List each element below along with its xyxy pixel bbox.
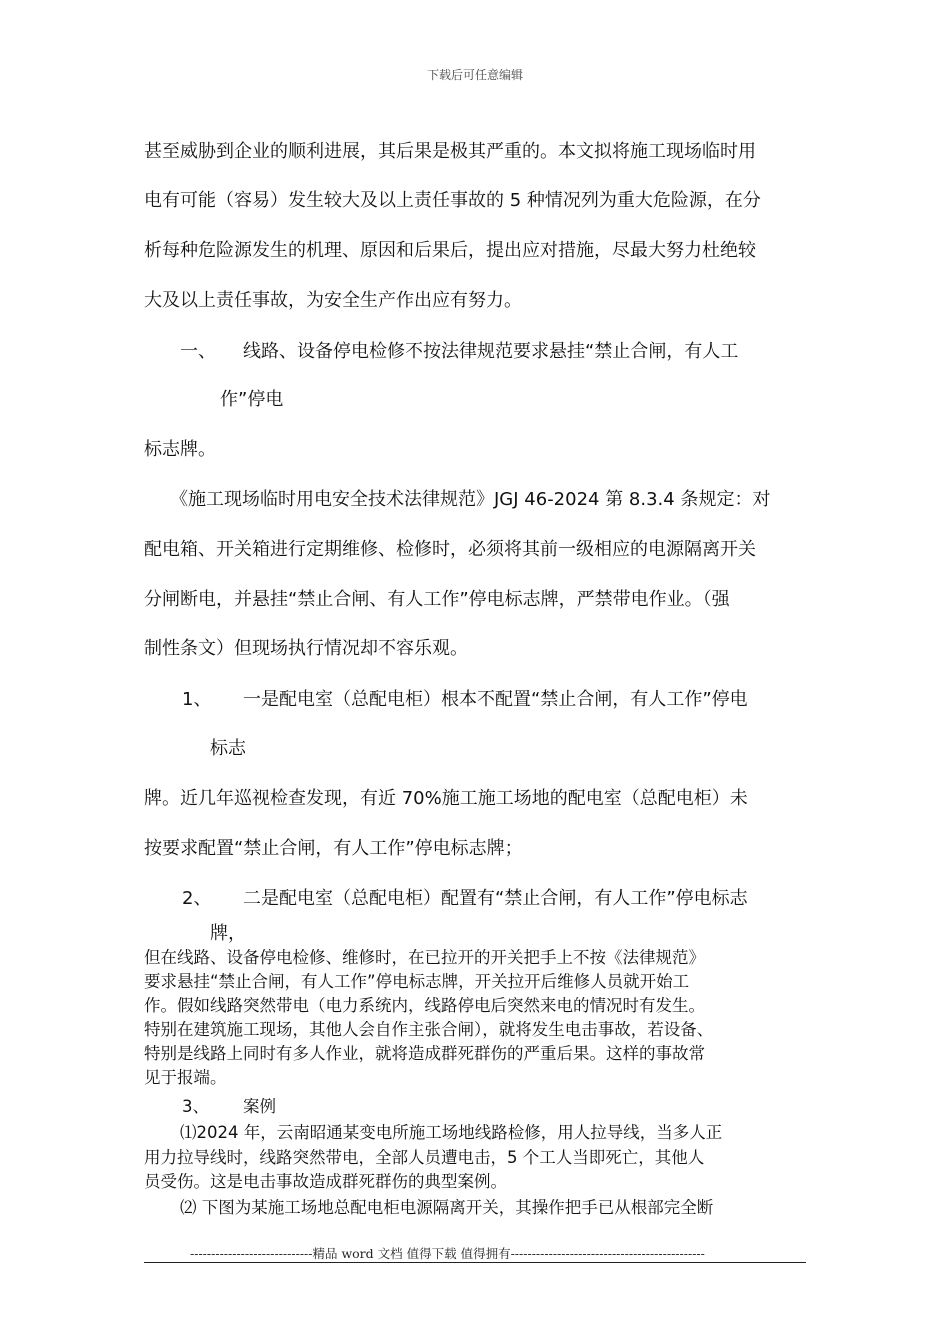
- paragraph-line: 员受伤。这是电击事故造成群死群伤的典型案例。: [144, 1172, 507, 1191]
- paragraph-line: 但在线路、设备停电检修、维修时，在已拉开的开关把手上不按《法律规范》: [144, 948, 705, 967]
- paragraph-line: 按要求配置“禁止合闸，有人工作”停电标志牌；: [144, 838, 523, 859]
- paragraph-line: 配电箱、开关箱进行定期维修、检修时，必须将其前一级相应的电源隔离开关: [144, 539, 756, 560]
- paragraph-line: 大及以上责任事故，为安全生产作出应有努力。: [144, 290, 522, 311]
- list-item-text: 一是配电室（总配电柜）根本不配置“禁止合闸，有人工作”停电: [243, 689, 748, 710]
- paragraph-line: 析每种危险源发生的机理、原因和后果后，提出应对措施，尽最大努力杜绝较: [144, 240, 756, 261]
- paragraph-line: 特别是线路上同时有多人作业，就将造成群死群伤的严重后果。这样的事故常: [144, 1044, 705, 1063]
- paragraph-line: 标志牌。: [144, 439, 216, 460]
- heading-text-wrap: 作”停电: [220, 389, 284, 410]
- paragraph-line: 《施工现场临时用电安全技术法律规范》JGJ 46-2024 第 8.3.4 条规定：对: [170, 489, 771, 510]
- heading-text: 线路、设备停电检修不按法律规范要求悬挂“禁止合闸，有人工: [243, 341, 739, 362]
- list-number: 2、: [182, 888, 212, 909]
- heading-number: 一、: [180, 341, 216, 362]
- paragraph-line: ⑵ 下图为某施工场地总配电柜电源隔离开关，其操作把手已从根部完全断: [180, 1198, 714, 1217]
- page-footer-text: -----------------------------精品 word 文档 值得下载 值得拥有----------------------------------------------: [190, 1246, 705, 1261]
- list-item-text: 二是配电室（总配电柜）配置有“禁止合闸，有人工作”停电标志: [243, 888, 748, 909]
- paragraph-line: 用力拉导线时，线路突然带电，全部人员遭电击，5 个工人当即死亡，其他人: [144, 1148, 705, 1167]
- paragraph-line: 见于报端。: [144, 1068, 227, 1087]
- paragraph-line: 电有可能（容易）发生较大及以上责任事故的 5 种情况列为重大危险源，在分: [144, 190, 761, 211]
- paragraph-line: ⑴2024 年，云南昭通某变电所施工场地线路检修，用人拉导线，当多人正: [180, 1123, 723, 1142]
- list-item-text: 案例: [243, 1097, 276, 1116]
- paragraph-line: 分闸断电，并悬挂“禁止合闸、有人工作”停电标志牌，严禁带电作业。（强: [144, 589, 730, 610]
- footer-divider: [144, 1262, 806, 1263]
- list-number: 3、: [182, 1097, 209, 1116]
- paragraph-line: 牌。近几年巡视检查发现，有近 70%施工施工场地的配电室（总配电柜）未: [144, 788, 748, 809]
- list-number: 1、: [182, 689, 212, 710]
- page-header-note: 下载后可任意编辑: [426, 68, 523, 82]
- paragraph-line: 要求悬挂“禁止合闸，有人工作”停电标志牌，开关拉开后维修人员就开始工: [144, 972, 690, 991]
- paragraph-line: 甚至威胁到企业的顺利进展，其后果是极其严重的。本文拟将施工现场临时用: [144, 141, 756, 162]
- paragraph-line: 作。假如线路突然带电（电力系统内，线路停电后突然来电的情况时有发生。: [144, 996, 705, 1015]
- paragraph-line: 制性条文）但现场执行情况却不容乐观。: [144, 638, 468, 659]
- list-item-wrap: 标志: [210, 738, 246, 759]
- paragraph-line: 特别在建筑施工现场，其他人会自作主张合闸），就将发生电击事故，若设备、: [144, 1020, 714, 1039]
- list-item-wrap: 牌，: [210, 923, 246, 944]
